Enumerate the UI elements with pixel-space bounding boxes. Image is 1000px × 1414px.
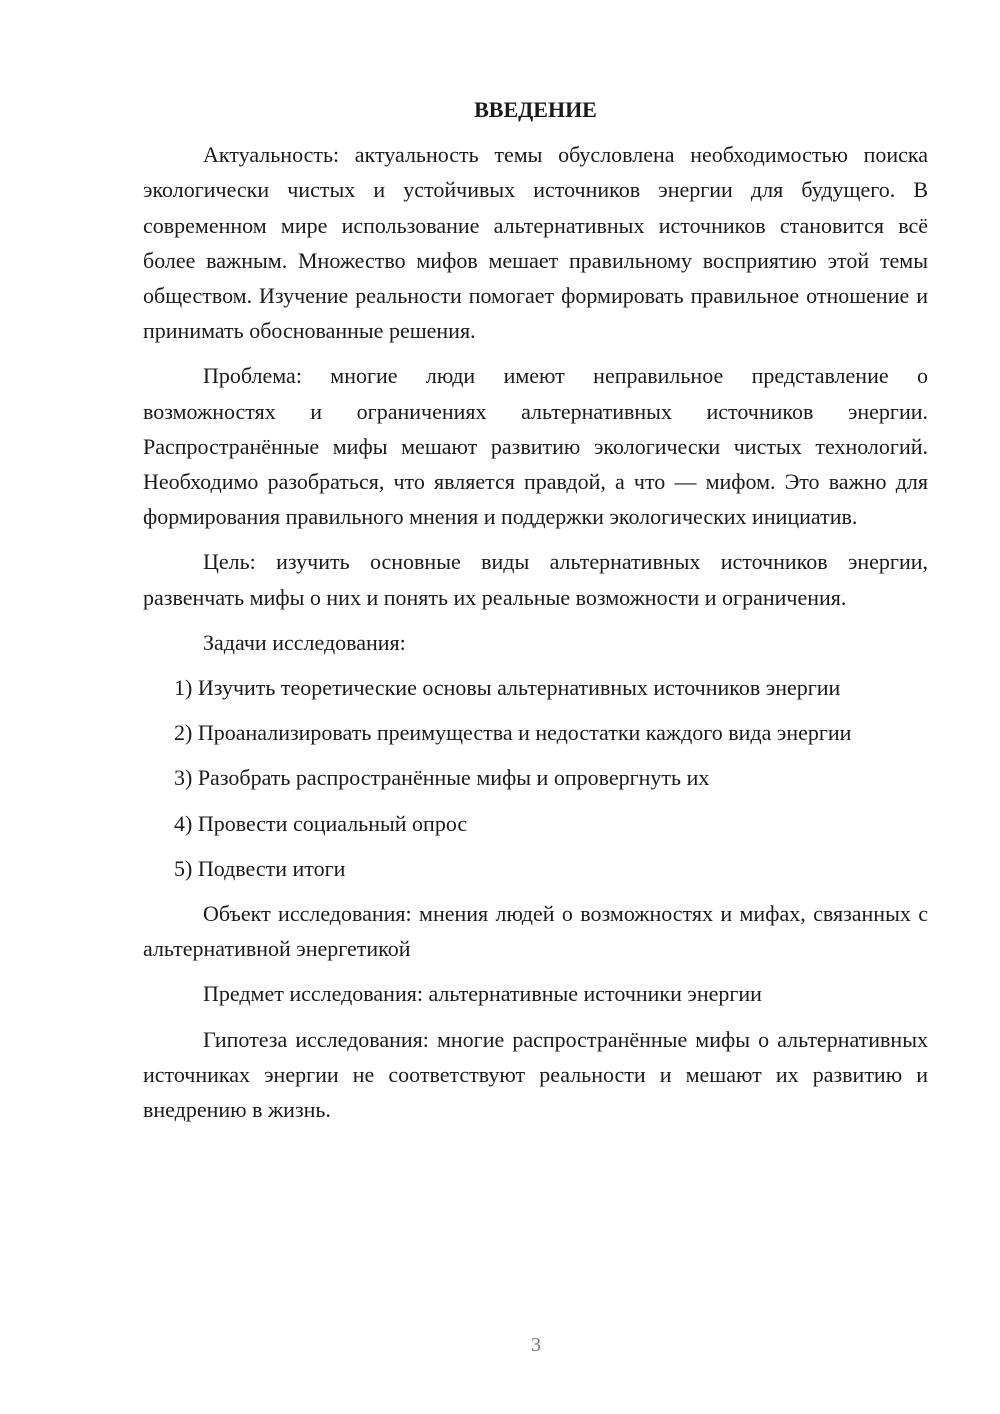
page-content xyxy=(143,92,928,1137)
task-item: 4) Провести социальный опрос xyxy=(174,810,468,836)
object-paragraph: Объект исследования: мнения людей о возможностях и мифах, связанных с альтернативной энергетикой xyxy=(143,901,928,962)
task-item: 1) Изучить теоретические основы альтернативных источников энергии xyxy=(174,675,841,701)
hypothesis-paragraph: Гипотеза исследования: многие распространённые мифы о альтернативных источниках энергии не соответствуют реальности и мешают их развитию и внедрению в жизнь. xyxy=(143,1026,928,1123)
task-item: 5) Подвести итоги xyxy=(174,855,346,881)
tasks-list xyxy=(143,670,928,886)
page-number: 3 xyxy=(531,1334,541,1356)
task-item: 2) Проанализировать преимущества и недостатки каждого вида энергии xyxy=(174,720,852,746)
tasks-heading: Задачи исследования: xyxy=(203,629,406,655)
goal-paragraph: Цель: изучить основные виды альтернативных источников энергии, развенчать мифы о них и понять их реальные возможности и ограничения. xyxy=(143,549,928,610)
task-item: 3) Разобрать распространённые мифы и опровергнуть их xyxy=(174,765,710,791)
subject-paragraph: Предмет исследования: альтернативные источники энергии xyxy=(203,981,762,1007)
problem-paragraph: Проблема: многие люди имеют неправильное представление о возможностях и ограничениях альтернативных источников энергии. Распространённые мифы мешают развитию экологически чистых технологий. Необходимо разобраться, что является правдой, а что — мифом. Это важно для формирования правильного мнения и поддержки экологических инициатив. xyxy=(143,363,928,530)
page-title: ВВЕДЕНИЕ xyxy=(474,97,597,122)
relevance-paragraph: Актуальность: актуальность темы обусловлена необходимостью поиска экологически чистых и устойчивых источников энергии для будущего. В современном мире использование альтернативных источников становится всё более важным. Множество мифов мешает правильному восприятию этой темы обществом. Изучение реальности помогает формировать правильное отношение и принимать обоснованные решения. xyxy=(143,142,928,344)
